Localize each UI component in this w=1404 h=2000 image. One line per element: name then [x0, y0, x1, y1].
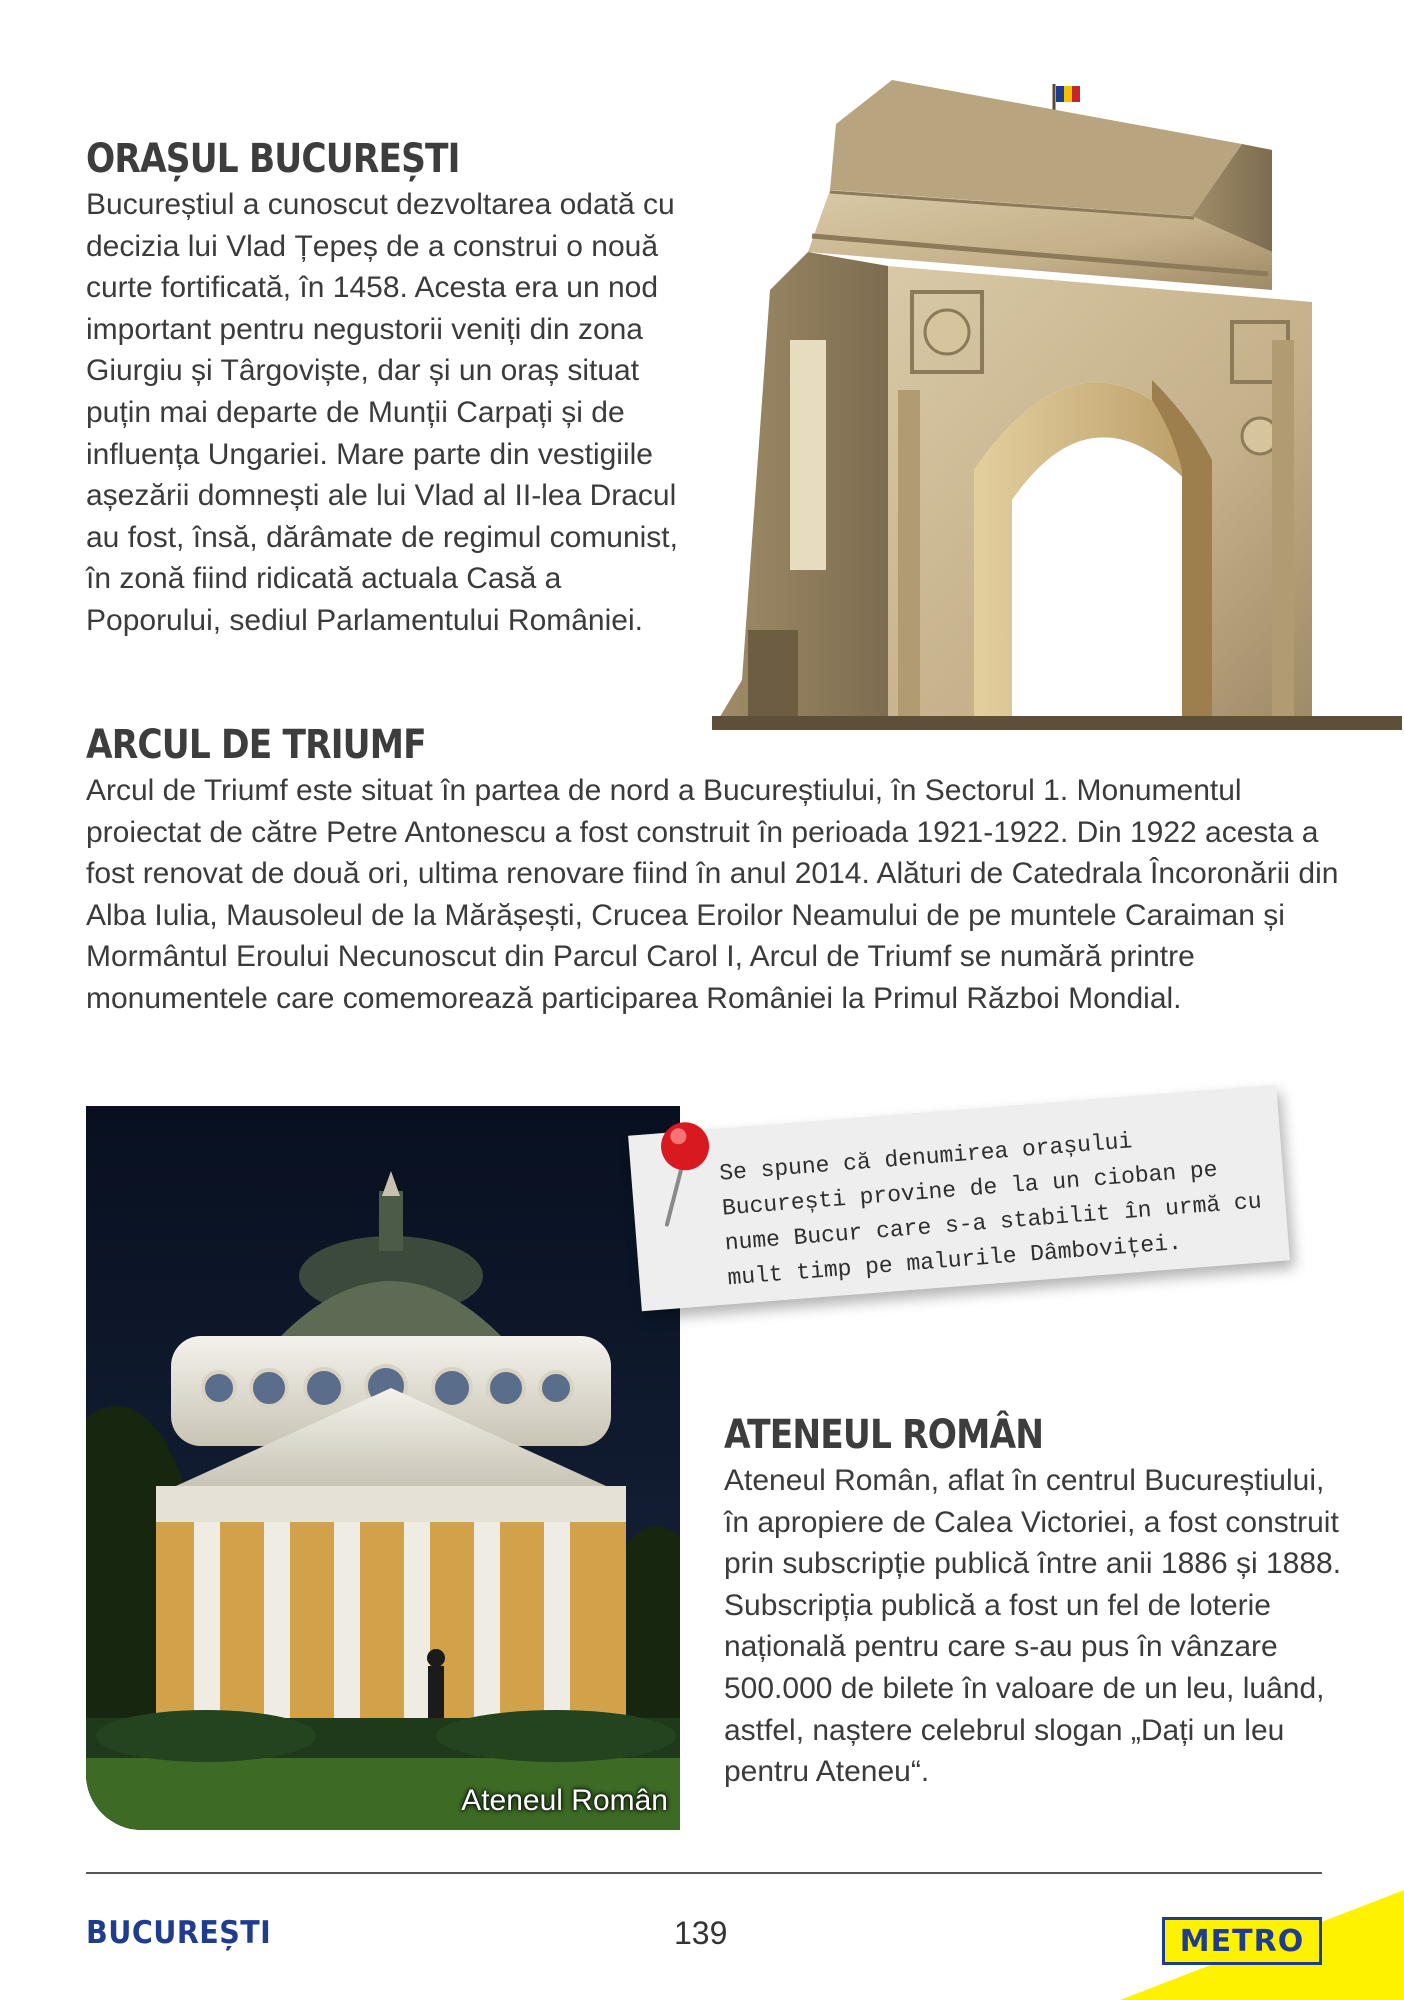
metro-logo-text: METRO	[1179, 1923, 1305, 1959]
section-body-orasul-bucuresti: Bucureștiul a cunoscut dezvoltarea odată cu decizia lui Vlad Țepeș de a construi o nouă curte fortificată, în 1458. Acesta era un nod important pentru negustorii veniți din zona Giurgiu și Târgoviște, dar și un oraș situat puțin mai departe de Munții Carpați și de influența Ungariei. Mare parte din vestigiile așezării domnești ale lui Vlad al II-lea Dracul au fost, însă, dărâmate de regimul comunist, în zonă fiind ridicată actuala Casă a Poporului, sediul Parlamentului României.	[86, 188, 678, 637]
section-title-ateneul-roman: ATENEUL ROMÂN	[724, 1412, 1044, 1458]
footer-city-title: BUCUREȘTI	[86, 1915, 272, 1951]
section-body-ateneul-roman: Ateneul Român, aflat în centrul Bucureștiului, în apropiere de Calea Victoriei, a fost construit prin subscripție publică între anii 1886 și 1888. Subscripția publică a fost un fel de loterie națională pentru care s-au pus în vânzare 500.000 de bilete în valoare de un leu, luând, astfel, naștere celebrul slogan „Dați un leu pentru Ateneu“.	[724, 1464, 1342, 1789]
section-title-arcul-de-triumf: ARCUL DE TRIUMF	[86, 722, 426, 768]
footer-divider	[86, 1872, 1322, 1874]
metro-logo	[1162, 1917, 1322, 1965]
section-body-arcul-de-triumf: Arcul de Triumf este situat în partea de nord a Bucureștiului, în Sectorul 1. Monumentul proiectat de către Petre Antonescu a fost construit în perioada 1921-1922. Din 1922 acesta a fost renovat de două ori, ultima renovare fiind în anul 2014. Alături de Catedrala Încoronării din Alba Iulia, Mausoleul de la Mărășești, Crucea Eroilor Neamului de pe muntele Caraiman și Mormântul Eroului Necunoscut din Parcul Carol I, Arcul de Triumf se numără printre monumentele care comemorează participarea României la Primul Război Mondial.	[86, 774, 1339, 1015]
fun-fact-note	[628, 1085, 1290, 1311]
page-number: 139	[674, 1915, 728, 1951]
photo-caption: Ateneul Român	[461, 1784, 668, 1817]
fun-fact-note-text: Se spune că denumirea orașului București provine de la un cioban pe nume Bucur care s-a stabilit în urmă cu mult timp pe malurile Dâmboviței.	[718, 1128, 1263, 1292]
arcul-de-triumf-image	[712, 40, 1402, 730]
section-title-orasul-bucuresti: ORAȘUL BUCUREȘTI	[86, 136, 460, 182]
ateneul-roman-photo	[86, 1106, 680, 1830]
